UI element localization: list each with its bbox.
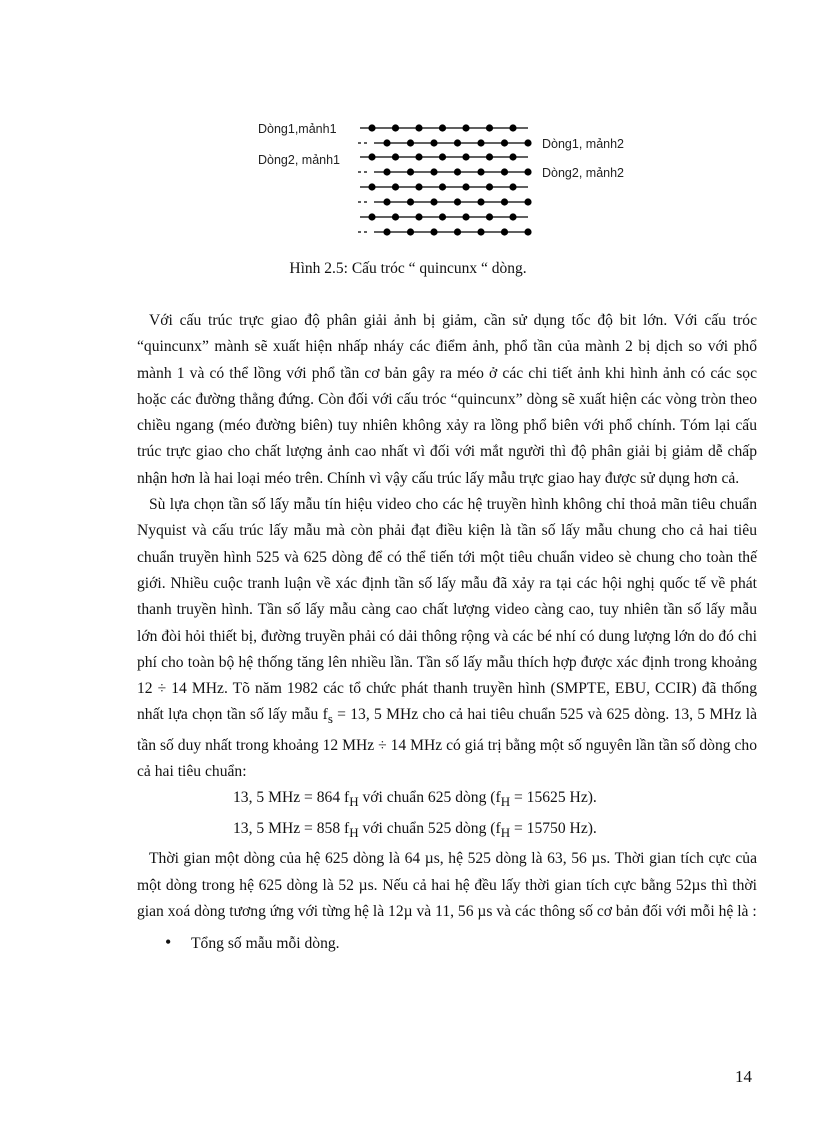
formula-625-lhs: 13, 5 MHz = 864 f	[233, 789, 350, 807]
sample-dot	[430, 228, 437, 235]
sample-dot	[392, 213, 399, 220]
label-line1-field2: Dòng1, mảnh2	[542, 137, 625, 151]
sample-dot	[524, 139, 531, 146]
sample-dot	[430, 198, 437, 205]
paragraph-3: Thời gian một dòng của hệ 625 dòng là 64 µs, hệ 525 dòng là 63, 56 µs. Thời gian tích cực của một dòng trong hệ 625 dòng là 52 µs. Nếu cả hai hệ đều lấy thời gian tích cực bằng 52µs thì thời gian xoá dòng tương ứng với từng hệ là 12µ và 11, 56 µs và các thông số cơ bản đối với mỗi hệ là :	[137, 850, 757, 920]
sample-dot	[509, 213, 516, 220]
sample-dot	[392, 124, 399, 131]
sample-dot	[439, 124, 446, 131]
sample-dot	[524, 168, 531, 175]
subscript-s: s	[327, 711, 333, 727]
sample-dot	[383, 139, 390, 146]
sample-dot	[392, 153, 399, 160]
sample-dot	[524, 228, 531, 235]
sample-dot	[415, 213, 422, 220]
sample-dot	[524, 198, 531, 205]
sample-dot	[462, 183, 469, 190]
sample-dot	[462, 213, 469, 220]
sample-dot	[486, 153, 493, 160]
sample-dot	[462, 124, 469, 131]
sample-dot	[477, 228, 484, 235]
sample-dot	[383, 198, 390, 205]
sample-dot	[509, 153, 516, 160]
paragraph-1: Với cấu trúc trực giao độ phân giải ảnh bị giảm, cần sử dụng tốc độ bit lớn. Với cấu tróc “quincunx” mành sẽ xuất hiện nhấp nháy các điểm ảnh, phổ tần của mành 2 bị dịch so với phổ mành 1 và có thể lồng với phổ tần cơ bản gây ra méo ở các chi tiết ảnh khi hình ảnh có các sọc hoặc các đường thẳng đứng. Còn đối với cấu tróc “quincunx” dòng sẽ xuất hiện các vòng tròn theo chiều ngang (méo đường biên) tuy nhiên không xảy ra lồng phổ biên với phổ chính. Tóm lại cấu trúc trực giao cho chất lượng ảnh cao nhất vì đối với mắt người thì độ phân giải bị giảm dễ chấp nhận hơn là hai loại méo trên. Chính vì vậy cấu trúc lấy mẫu trực giao hay được sử dụng hơn cả.	[137, 312, 757, 487]
formula-525-mid: với chuẩn 525 dòng (f	[358, 819, 501, 837]
sample-dot	[454, 198, 461, 205]
paragraph-2-text-a: Sù lựa chọn tần số lấy mẫu tín hiệu video cho các hệ truyền hình không chỉ thoả mãn tiêu chuẩn Nyquist và cấu trúc lấy mẫu mà còn phải đạt điều kiện là tần số lấy mẫu chung cho cả hai tiêu chuẩn truyền hình 525 và 625 dòng để có thể tiến tới một tiêu chuẩn video sè chung cho toàn thế giới. Nhiều cuộc tranh luận về xác định tần số lấy mẫu đã xảy ra tại các hội nghị quốc tế về phát thanh truyền hình. Tần số lấy mẫu càng cao chất lượng video càng cao, tuy nhiên tần số lấy mẫu lớn đòi hỏi thiết bị, đường truyền phải có dải thông rộng và các bé nhí có dung lượng lớn do đó chi phí cho toàn bộ hệ thống tăng lên nhiều lần. Tần số lấy mẫu thích hợp được xác định trong khoảng 12 ÷ 14 MHz. Tõ năm 1982 các tổ chức phát thanh truyền hình (SMPTE, EBU, CCIR) đã thống nhất lựa chọn tần số lấy mẫu f	[137, 496, 757, 724]
sampling-rows	[358, 124, 532, 235]
sample-dot	[368, 124, 375, 131]
sample-dot	[439, 153, 446, 160]
sample-dot	[509, 183, 516, 190]
bullet-icon: •	[165, 932, 172, 953]
sample-dot	[501, 228, 508, 235]
sample-dot	[392, 183, 399, 190]
sample-dot	[501, 139, 508, 146]
body-text	[137, 308, 757, 957]
sample-dot	[454, 139, 461, 146]
sample-dot	[368, 213, 375, 220]
sample-dot	[509, 124, 516, 131]
formula-525-lhs: 13, 5 MHz = 858 f	[233, 819, 350, 837]
formula-625-sub2: H	[500, 794, 511, 810]
sample-dot	[415, 124, 422, 131]
formula-625-sub1: H	[349, 794, 359, 810]
sample-dot	[501, 168, 508, 175]
bullet-text: Tổng số mẫu mỗi dòng.	[191, 935, 340, 953]
figure-caption: Hình 2.5: Cấu tróc “ quincunx “ dòng.	[289, 260, 527, 277]
sample-dot	[383, 228, 390, 235]
sample-dot	[383, 168, 390, 175]
bullet-item	[137, 931, 757, 957]
sample-dot	[454, 228, 461, 235]
sample-dot	[407, 198, 414, 205]
label-line2-field1: Dòng2, mảnh1	[258, 153, 341, 167]
sample-dot	[486, 124, 493, 131]
sample-dot	[368, 153, 375, 160]
sample-dot	[501, 198, 508, 205]
sample-dot	[477, 168, 484, 175]
label-line1-field1: Dòng1,mảnh1	[258, 122, 337, 136]
sample-dot	[477, 198, 484, 205]
formula-525-sub2: H	[500, 824, 511, 840]
formula-625-mid: với chuẩn 625 dòng (f	[358, 789, 501, 807]
sample-dot	[415, 183, 422, 190]
sample-dot	[486, 213, 493, 220]
quincunx-diagram	[0, 0, 816, 260]
sample-dot	[430, 168, 437, 175]
paragraph-2	[137, 492, 757, 785]
sample-dot	[407, 168, 414, 175]
formula-525-rhs: = 15750 Hz).	[510, 819, 597, 837]
sample-dot	[439, 183, 446, 190]
sample-dot	[415, 153, 422, 160]
page-number: 14	[735, 1067, 752, 1086]
formula-625	[137, 785, 757, 815]
sample-dot	[462, 153, 469, 160]
formula-525-sub1: H	[349, 824, 359, 840]
sample-dot	[368, 183, 375, 190]
sample-dot	[477, 139, 484, 146]
sample-dot	[407, 139, 414, 146]
label-line2-field2: Dòng2, mảnh2	[542, 166, 625, 180]
sample-dot	[454, 168, 461, 175]
formula-525	[137, 816, 757, 846]
paragraph-2-text-b: = 13, 5 MHz cho cả hai tiêu chuẩn 525 và 625 dòng. 13, 5 MHz là tần số duy nhất trong khoảng 12 MHz ÷ 14 MHz có giá trị bằng một số nguyên lần tần số dòng cho cả hai tiêu chuẩn:	[137, 706, 757, 781]
formula-625-rhs: = 15625 Hz).	[510, 789, 597, 807]
sample-dot	[439, 213, 446, 220]
sample-dot	[486, 183, 493, 190]
sample-dot	[407, 228, 414, 235]
sample-dot	[430, 139, 437, 146]
